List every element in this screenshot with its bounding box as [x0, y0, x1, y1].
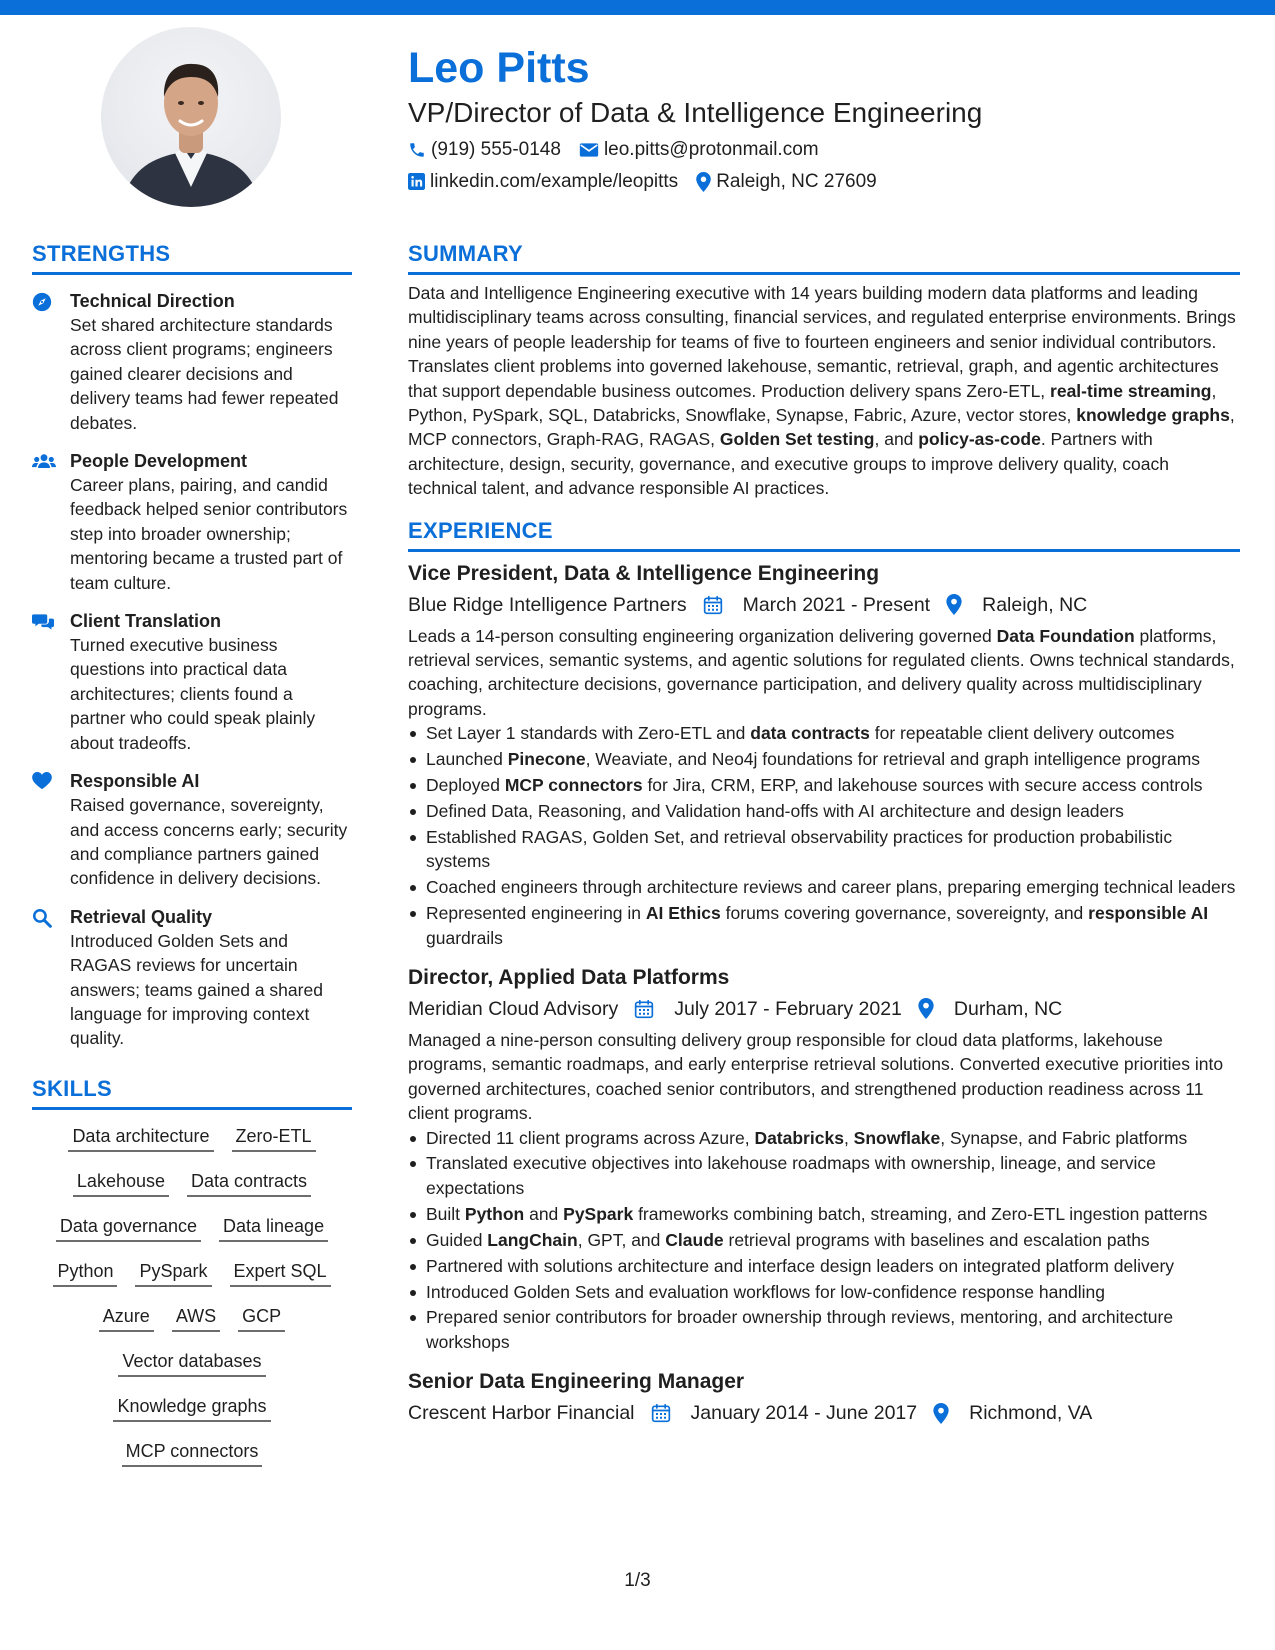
job-entry: [408, 964, 1240, 1354]
skill-tag: AWS: [172, 1304, 220, 1332]
skill-row: [32, 1304, 352, 1332]
email-icon: [579, 142, 599, 158]
compass-icon: [32, 289, 70, 435]
strength-title: Technical Direction: [70, 291, 235, 311]
skill-tag: Python: [53, 1259, 117, 1287]
right-column: [408, 240, 1240, 1441]
strength-item: [32, 905, 352, 1051]
job-bullet: Translated executive objectives into lakehouse roadmaps with ownership, lineage, and service expectations: [408, 1151, 1240, 1200]
skill-row: [32, 1349, 352, 1377]
users-icon: [32, 449, 70, 595]
job-bullet: Launched Pinecone, Weaviate, and Neo4j foundations for retrieval and graph intelligence programs: [408, 747, 1240, 771]
strength-description: Introduced Golden Sets and RAGAS reviews for uncertain answers; teams gained a shared language for improving context quality.: [70, 930, 323, 1049]
top-accent-bar: [0, 0, 1275, 15]
skill-row: [32, 1169, 352, 1197]
job-dates: March 2021 - Present: [703, 591, 931, 619]
email-address[interactable]: leo.pitts@protonmail.com: [603, 138, 819, 160]
job-entry: [408, 560, 1240, 950]
phone-icon: [408, 141, 426, 159]
skill-tag: Data architecture: [68, 1124, 213, 1152]
map-pin-icon: [933, 1403, 959, 1424]
job-bullet: Introduced Golden Sets and evaluation workflows for low-confidence response handling: [408, 1280, 1240, 1304]
job-bullets: [408, 1126, 1240, 1355]
summary-text: Data and Intelligence Engineering executive with 14 years building modern data platforms and leading multidisciplinary teams across consulting, financial services, and regulated enterprise environments. Brings nine years of people leadership for teams of five to fourteen engineers and senior individual contributors. Translates client problems into governed lakehouse, semantic, retrieval, graph, and agentic architectures that support dependable business outcomes. Production delivery spans Zero-ETL, real-time streaming, Python, PySpark, SQL, Databricks, Snowflake, Synapse, Fabric, Azure, vector stores, knowledge graphs, MCP connectors, Graph-RAG, RAGAS, Golden Set testing, and policy-as-code. Partners with architecture, design, security, governance, and executive groups to improve delivery quality, coach technical talent, and advance responsible AI practices.: [408, 283, 1236, 499]
map-pin-icon: [696, 172, 711, 192]
strength-title: Client Translation: [70, 611, 222, 632]
location-contact: [696, 171, 877, 193]
skill-row: [32, 1394, 352, 1422]
skill-tag: MCP connectors: [122, 1439, 263, 1467]
candidate-headline: VP/Director of Data & Intelligence Engineering: [408, 97, 983, 128]
job-company: Blue Ridge Intelligence Partners: [408, 593, 687, 616]
calendar-icon: [634, 999, 664, 1019]
skill-tag: Knowledge graphs: [113, 1394, 270, 1422]
skill-tag: Lakehouse: [73, 1169, 169, 1197]
calendar-icon: [651, 1403, 681, 1423]
strength-description: Turned executive business questions into practical data architectures; clients found a partner who could speak plainly about tradeoffs.: [70, 635, 316, 753]
strength-title: People Development: [70, 451, 248, 472]
job-bullet: Deployed MCP connectors for Jira, CRM, ERP, and lakehouse sources with secure access controls: [408, 773, 1240, 797]
job-bullet: Represented engineering in AI Ethics forums covering governance, sovereignty, and responsible AI guardrails: [408, 901, 1240, 950]
linkedin-contact: [408, 171, 678, 193]
strength-description: Career plans, pairing, and candid feedback helped senior contributors step into broader ownership; mentoring became a trusted part of team culture.: [70, 475, 348, 593]
linkedin-icon: [408, 173, 425, 190]
left-column: [32, 240, 352, 1484]
phone-number[interactable]: (919) 555-0148: [431, 138, 561, 160]
skill-tag: GCP: [238, 1304, 285, 1332]
job-location: Durham, NC: [918, 995, 1062, 1023]
job-company: Meridian Cloud Advisory: [408, 997, 619, 1020]
skill-row: [32, 1259, 352, 1287]
job-meta: [408, 591, 1240, 619]
page-number: 1/3: [624, 1570, 651, 1591]
skill-tag: Data contracts: [187, 1169, 311, 1197]
skill-row: [32, 1214, 352, 1242]
skills-heading: SKILLS: [32, 1075, 352, 1110]
job-company: Crescent Harbor Financial: [408, 1402, 635, 1425]
strengths-heading: STRENGTHS: [32, 240, 352, 275]
job-bullet: Defined Data, Reasoning, and Validation hand-offs with AI architecture and design leaders: [408, 799, 1240, 823]
job-meta: [408, 1399, 1240, 1427]
heart-icon: [32, 769, 70, 891]
job-bullets: [408, 721, 1240, 950]
skill-row: [32, 1439, 352, 1467]
skill-tag: Zero-ETL: [232, 1124, 316, 1152]
job-bullet: Prepared senior contributors for broader ownership through reviews, mentoring, and architecture workshops: [408, 1305, 1240, 1354]
job-meta: [408, 995, 1240, 1023]
job-bullet: Established RAGAS, Golden Set, and retrieval observability practices for production probabilistic systems: [408, 825, 1240, 874]
skill-tag: Azure: [99, 1304, 154, 1332]
strength-item: [32, 449, 352, 595]
strength-item: [32, 769, 352, 891]
skill-row: [32, 1124, 352, 1152]
resume-header: [408, 42, 1238, 195]
skills-list: [32, 1124, 352, 1467]
phone-contact: [408, 139, 561, 161]
job-bullet: Guided LangChain, GPT, and Claude retrieval programs with baselines and escalation paths: [408, 1228, 1240, 1252]
skill-tag: Vector databases: [118, 1349, 265, 1377]
job-title: Vice President, Data & Intelligence Engineering: [408, 561, 880, 585]
job-bullet: Built Python and PySpark frameworks combining batch, streaming, and Zero-ETL ingestion patterns: [408, 1202, 1240, 1226]
calendar-icon: [703, 595, 733, 615]
strength-title: Retrieval Quality: [70, 906, 213, 927]
job-description: Managed a nine-person consulting delivery group responsible for cloud data platforms, lakehouse programs, semantic roadmaps, and early enterprise retrieval solutions. Converted executive priorities into governed architectures, coached senior contributors, and strengthened production readiness across 11 client programs.: [408, 1029, 1224, 1124]
search-icon: [32, 905, 70, 1051]
job-bullet: Directed 11 client programs across Azure, Databricks, Snowflake, Synapse, and Fabric platforms: [408, 1126, 1240, 1150]
job-bullet: Set Layer 1 standards with Zero-ETL and data contracts for repeatable client delivery outcomes: [408, 721, 1240, 745]
email-contact: [579, 139, 819, 161]
strength-description: Raised governance, sovereignty, and access concerns early; security and compliance partners gained confidence in delivery decisions.: [70, 795, 348, 889]
skill-tag: Data lineage: [219, 1214, 328, 1242]
strength-description: Set shared architecture standards across client programs; engineers gained clearer decisions and delivery teams had fewer repeated debates.: [70, 315, 339, 433]
linkedin-url[interactable]: linkedin.com/example/leopitts: [430, 170, 679, 192]
comments-icon: [32, 609, 70, 755]
strength-item: [32, 609, 352, 755]
contact-row-2: [408, 168, 1238, 195]
job-description: Leads a 14-person consulting engineering organization delivering governed Data Foundation platforms, retrieval services, semantic systems, and agentic solutions for regulated clients. Owns technical standards, coaching, architecture decisions, governance participation, and delivery quality across multidisciplinary programs.: [408, 625, 1235, 719]
strength-title: Responsible AI: [70, 771, 200, 792]
contact-row-1: [408, 136, 1238, 163]
job-title: Director, Applied Data Platforms: [408, 965, 730, 989]
skill-tag: Data governance: [56, 1214, 201, 1242]
map-pin-icon: [918, 998, 944, 1019]
job-location: Richmond, VA: [933, 1399, 1092, 1427]
skill-tag: Expert SQL: [230, 1259, 331, 1287]
job-bullet: Partnered with solutions architecture and interface design leaders on integrated platform delivery: [408, 1254, 1240, 1278]
job-bullet: Coached engineers through architecture reviews and career plans, preparing emerging technical leaders: [408, 875, 1240, 899]
job-entry: [408, 1368, 1240, 1427]
skills-section: [32, 1075, 352, 1467]
strengths-list: [32, 289, 352, 1051]
candidate-name: Leo Pitts: [408, 44, 590, 92]
location-text: Raleigh, NC 27609: [716, 170, 877, 192]
profile-photo: [101, 27, 281, 207]
summary-heading: SUMMARY: [408, 240, 1240, 275]
map-pin-icon: [946, 594, 972, 615]
experience-heading: EXPERIENCE: [408, 517, 1240, 552]
job-dates: January 2014 - June 2017: [651, 1399, 918, 1427]
job-title: Senior Data Engineering Manager: [408, 1370, 745, 1394]
job-dates: July 2017 - February 2021: [634, 995, 902, 1023]
strength-item: [32, 289, 352, 435]
job-location: Raleigh, NC: [946, 591, 1087, 619]
skill-tag: PySpark: [135, 1259, 211, 1287]
experience-list: [408, 560, 1240, 1428]
